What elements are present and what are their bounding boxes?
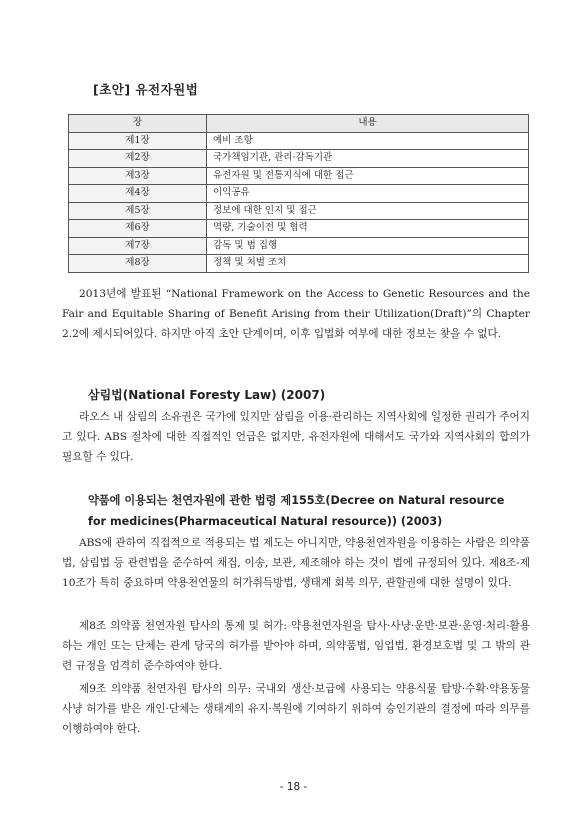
chapter-cell: 제8장 [69, 255, 207, 273]
table-header-row [69, 115, 529, 133]
header-content: 내용 [207, 115, 529, 133]
content-cell: 정책 및 처벌 조치 [207, 255, 529, 273]
draft-framework-paragraph: 2013년에 발표된 “National Framework on the Access to Genetic Resources and the Fair and Equitable Sharing of Benefit Arising from their Utilization(Draft)”의 Chapter 2.2에 제시되어있다. 하지만 아직 초안 단계이며, 이후 입법화 여부에 대한 정보는 찾을 수 없다. [62, 288, 530, 340]
chapter-cell: 제4장 [69, 185, 207, 203]
table-row [69, 150, 529, 168]
chapter-cell: 제3장 [69, 167, 207, 185]
section-title: [초안] 유전자원법 [93, 82, 199, 97]
content-cell: 국가책임기관, 관리·감독기관 [207, 150, 529, 168]
decree-heading [88, 490, 533, 532]
chapter-cell: 제2장 [69, 150, 207, 168]
content-cell: 정보에 대한 인지 및 접근 [207, 202, 529, 220]
table-row [69, 132, 529, 150]
table-row [69, 255, 529, 273]
header-chapter: 장 [69, 115, 207, 133]
chapter-cell: 제5장 [69, 202, 207, 220]
chapter-cell: 제7장 [69, 237, 207, 255]
table-row [69, 185, 529, 203]
content-cell: 이익공유 [207, 185, 529, 203]
content-cell: 감독 및 법 집행 [207, 237, 529, 255]
law-chapters-table [68, 114, 529, 273]
table-row [69, 202, 529, 220]
chapter-cell: 제1장 [69, 132, 207, 150]
content-cell: 예비 조항 [207, 132, 529, 150]
content-cell: 유전자원 및 전통지식에 대한 접근 [207, 167, 529, 185]
article-8-paragraph: 제8조 의약품 천연자원 탐사의 통제 및 허가: 약용천연자원을 탐사·사냥·운반·보관·운영·처리·활용하는 개인 또는 단체는 관계 당국의 허가를 받아야 하며, 의약품법, 임업법, 환경보호법 및 그 밖의 관련 규정을 엄격히 준수하여야 한다. [62, 620, 530, 672]
chapter-cell: 제6장 [69, 220, 207, 238]
forest-law-heading: 삼림법(National Foresty Law) (2007) [88, 388, 326, 402]
decree-paragraph: ABS에 관하여 직접적으로 적용되는 법 제도는 아니지만, 약용천연자원을 이용하는 사람은 의약품법, 삼림법 등 관련법을 준수하여 채집, 이송, 보관, 제조해야 하는 것이 법에 규정되어 있다. 제8조-제10조가 특히 중요하며 약용천연물의 허가취득방법, 생태계 회복 의무, 관할권에 대한 설명이 있다. [62, 537, 530, 589]
decree-heading-line1: 약품에 이용되는 천연자원에 관한 법령 제155호(Decree on Natural resource [88, 494, 505, 507]
page-number: - 18 - [279, 781, 308, 793]
decree-heading-line2: for medicines(Pharmaceutical Natural resource)) (2003) [88, 515, 443, 528]
forest-law-paragraph: 라오스 내 삼림의 소유권은 국가에 있지만 삼림을 이용·관리하는 지역사회에 일정한 권리가 주어지고 있다. ABS 절차에 대한 직접적인 언급은 없지만, 유전자원에 대해서도 국가와 지역사회의 합의가 필요할 수 있다. [62, 411, 530, 463]
table-row [69, 220, 529, 238]
table-row [69, 167, 529, 185]
table-row [69, 237, 529, 255]
article-9-paragraph: 제9조 의약품 천연자원 탐사의 의무: 국내외 생산·보급에 사용되는 약용식물 탐방·수확·약용동물 사냥 허가를 받은 개인·단체는 생태계의 유지·복원에 기여하기 위하여 승인기관의 결정에 따라 의무를 이행하여야 한다. [62, 683, 530, 735]
content-cell: 역량, 기술이전 및 협력 [207, 220, 529, 238]
